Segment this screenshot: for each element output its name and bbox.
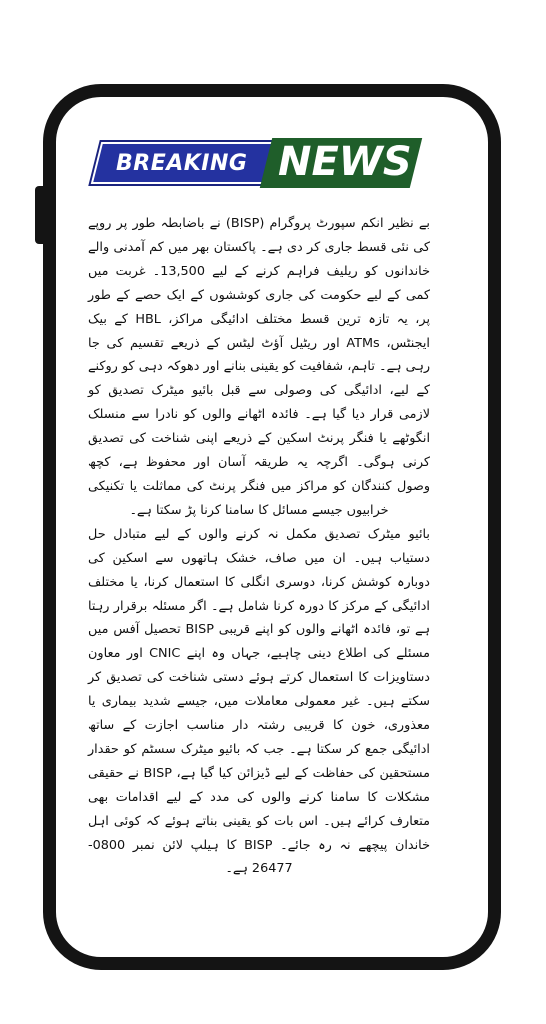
breaking-label: BREAKING [116,151,248,176]
news-label: NEWS [278,139,412,185]
breaking-news-banner [98,139,418,192]
news-article [88,212,430,881]
article-paragraph-1: بے نظیر انکم سپورٹ پروگرام (BISP) نے باضابطہ طور پر روپے کی نئی قسط جاری کر دی ہے۔ پاکستان بھر میں کم آمدنی والے خاندانوں کو ریلیف فراہم کرنے کے لیے 13,500۔ غربت میں کمی کے لیے حکومت کی جاری کوششوں کے ایک حصے کے طور پر، یہ تازہ ترین قسط مختلف ادائیگی مراکز، HBL کے بیک ایجنٹس، ATMs اور ریٹیل آؤٹ لیٹس کے ذریعے تقسیم کی جا رہی ہے۔ تاہم، شفافیت کو یقینی بنانے اور دھوکہ دہی کو روکنے کے لیے، ادائیگی کی وصولی سے قبل بائیو میٹرک تصدیق کو لازمی قرار دیا گیا ہے۔ فائدہ اٹھانے والوں کو نادرا سے منسلک انگوٹھے یا فنگر پرنٹ اسکین کے ذریعے اپنی شناخت کی تصدیق کرنی ہوگی۔ اگرچہ یہ طریقہ آسان اور محفوظ ہے، کچھ وصول کنندگان کو مراکز میں فنگر پرنٹ کی مماثلت یا تکنیکی خرابیوں جیسے مسائل کا سامنا کرنا پڑ سکتا ہے۔ [88,216,431,518]
article-paragraph-2: بائیو میٹرک تصدیق مکمل نہ کرنے والوں کے لیے متبادل حل دستیاب ہیں۔ ان میں صاف، خشک ہاتھوں سے اسکین کی دوبارہ کوشش کرنا، دوسری انگلی کا استعمال کرنا، یا مختلف ادائیگی کے مرکز کا دورہ کرنا شامل ہے۔ اگر مسئلہ برقرار رہتا ہے تو، فائدہ اٹھانے والوں کو اپنے قریبی BISP تحصیل آفس میں مسئلے کی اطلاع دینی چاہیے، جہاں وہ اپنے CNIC اور معاون دستاویزات کا استعمال کرتے ہوئے دستی شناخت کی تصدیق کر سکتے ہیں۔ غیر معمولی معاملات میں، جیسے شدید بیماری یا معذوری، خون کا قریبی رشتہ دار مناسب اجازت کے ساتھ ادائیگی جمع کر سکتا ہے۔ جب کہ بائیو میٹرک سسٹم کو حقدار مستحقین کی حفاظت کے لیے ڈیزائن کیا گیا ہے، BISP نے حقیقی مشکلات کا سامنا کرنے والوں کی مدد کے لیے اقدامات بھی متعارف کرائے ہیں۔ اس بات کو یقینی بناتے ہوئے کہ کوئی اہل خاندان پیچھے نہ رہ جائے۔ BISP کا ہیلپ لائن نمبر 0800-26477 ہے۔ [88,526,430,877]
